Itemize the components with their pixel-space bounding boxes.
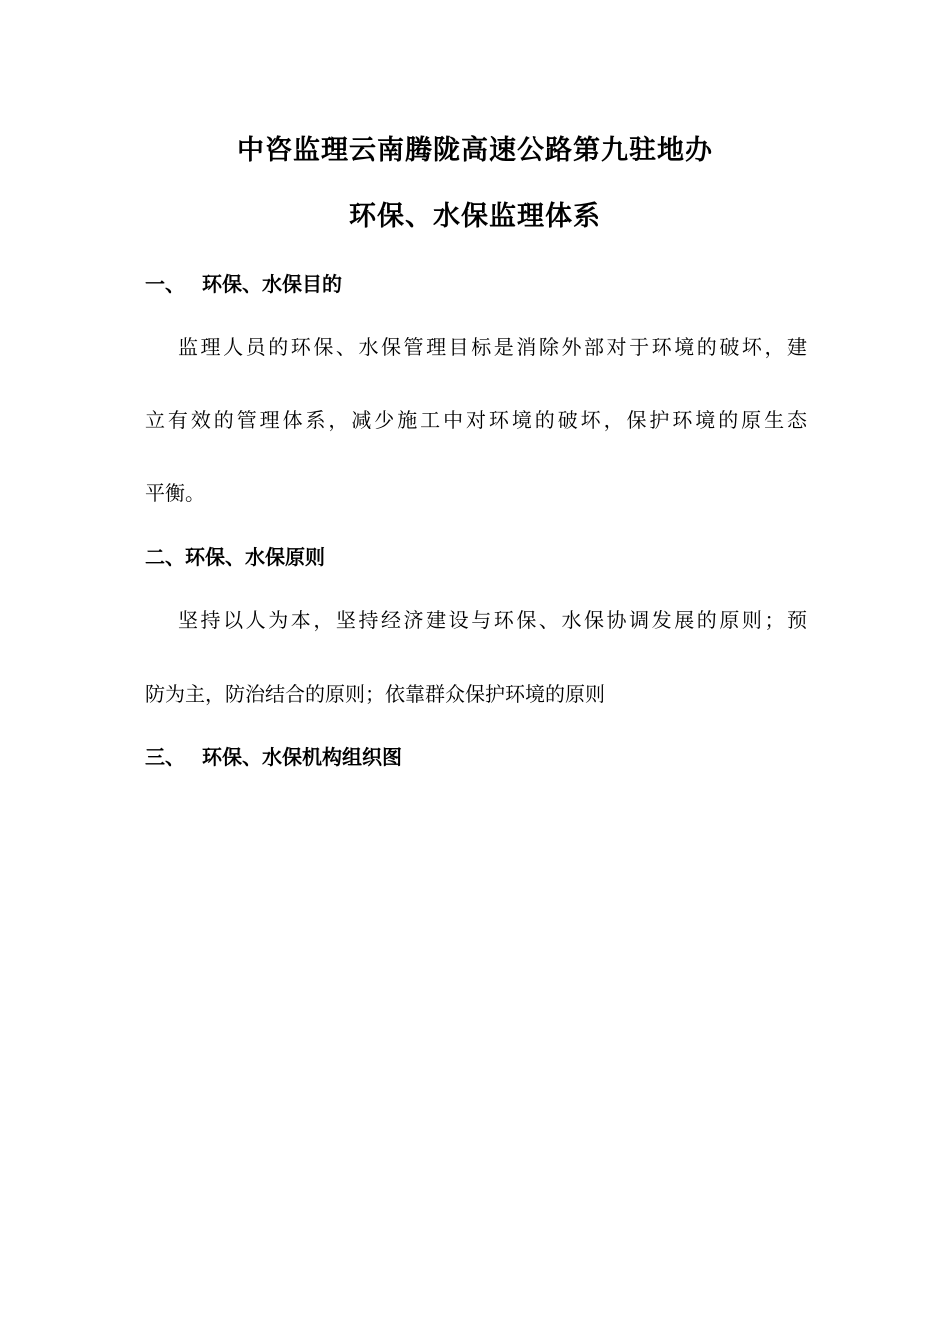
document-subtitle: 环保、水保监理体系	[349, 201, 601, 232]
section-2-heading	[145, 543, 325, 571]
section-1-title: 环保、水保目的	[202, 272, 342, 296]
section-1-paragraph-line: 平衡。	[145, 481, 205, 505]
section-1-paragraph-line: 立有效的管理体系，减少施工中对环境的破坏，保护环境的原生态	[145, 408, 807, 432]
section-3-number: 三、	[145, 745, 185, 769]
section-3-heading	[145, 743, 402, 771]
section-2-number: 二、	[145, 545, 185, 569]
section-1-heading	[145, 270, 342, 298]
section-3-title: 环保、水保机构组织图	[202, 745, 402, 769]
section-2-paragraph-line: 坚持以人为本，坚持经济建设与环保、水保协调发展的原则；预	[178, 608, 807, 632]
section-1-paragraph-line: 监理人员的环保、水保管理目标是消除外部对于环境的破坏，建	[178, 335, 807, 359]
document-title: 中咨监理云南腾陇高速公路第九驻地办	[237, 135, 713, 166]
section-2-paragraph-line: 防为主，防治结合的原则；依靠群众保护环境的原则	[145, 682, 605, 706]
section-2-title: 环保、水保原则	[185, 545, 325, 569]
section-1-number: 一、	[145, 272, 185, 296]
